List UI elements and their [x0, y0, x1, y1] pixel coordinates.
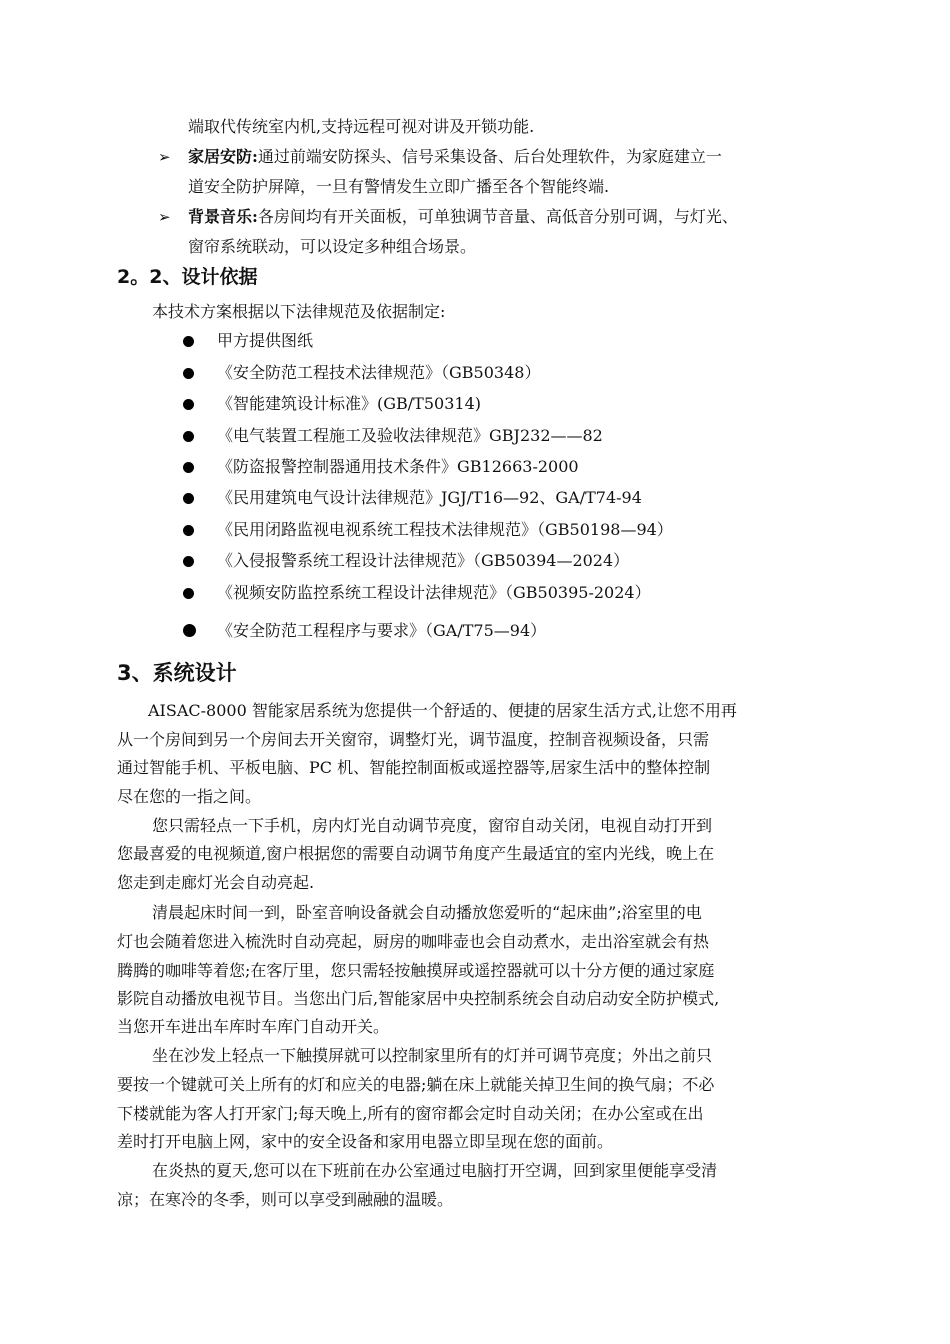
list-item: 《入侵报警系统工程设计法律规范》（GB50394—2024）	[217, 551, 630, 570]
paragraph-line: 要按一个键就可关上所有的灯和应关的电器;躺在床上就能关掉卫生间的换气扇；不必	[117, 1075, 715, 1094]
paragraph-line: 坐在沙发上轻点一下触摸屏就可以控制家里所有的灯并可调节亮度；外出之前只	[152, 1046, 713, 1065]
bullet-icon	[183, 399, 194, 410]
list-item: 甲方提供图纸	[217, 331, 314, 350]
list-item: 《民用建筑电气设计法律规范》JGJ/T16—92、GA/T74-94	[217, 488, 642, 507]
security-text-2: 道安全防护屏障，一旦有警情发生立即广播至各个智能终端.	[188, 177, 610, 196]
paragraph-line: 下楼就能为客人打开家门;每天晚上,所有的窗帘都会定时自动关闭；在办公室或在出	[117, 1104, 704, 1123]
list-item: 《安全防范工程程序与要求》（GA/T75—94）	[217, 621, 547, 640]
bullet-icon	[183, 462, 194, 473]
paragraph-line: 您走到走廊灯光会自动亮起.	[117, 873, 315, 892]
security-item	[188, 146, 722, 168]
paragraph-line: 尽在您的一指之间。	[117, 787, 262, 806]
bullet-icon	[183, 525, 194, 536]
list-item: 《视频安防监控系统工程设计法律规范》（GB50395-2024）	[217, 583, 651, 602]
list-item: 《防盗报警控制器通用技术条件》GB12663-2000	[217, 457, 579, 476]
paragraph-line: 从一个房间到另一个房间去开关窗帘，调整灯光，调节温度，控制音视频设备，只需	[117, 730, 710, 749]
arrow-bullet-icon: ➢	[158, 148, 171, 166]
paragraph-line: 通过智能手机、平板电脑、PC 机、智能控制面板或遥控器等,居家生活中的整体控制	[117, 758, 711, 777]
bullet-icon	[183, 368, 194, 379]
paragraph-line: 您只需轻点一下手机，房内灯光自动调节亮度，窗帘自动关闭，电视自动打开到	[152, 816, 713, 835]
music-label: 背景音乐:	[188, 207, 258, 226]
security-label: 家居安防:	[188, 147, 258, 166]
music-item	[188, 206, 738, 228]
bullet-icon	[183, 493, 194, 504]
music-text-1: 各房间均有开关面板，可单独调节音量、高低音分别可调，与灯光、	[257, 207, 738, 226]
section-intro: 本技术方案根据以下法律规范及依据制定:	[152, 302, 446, 321]
paragraph-line: 当您开车进出车库时车库门自动开关。	[117, 1017, 390, 1036]
paragraph-line: 影院自动播放电视节目。当您出门后,智能家居中央控制系统会自动启动安全防护模式,	[117, 989, 720, 1008]
paragraph-line: 您最喜爱的电视频道,窗户根据您的需要自动调节角度产生最适宜的室内光线，晚上在	[117, 844, 715, 863]
paragraph-line: AISAC-8000 智能家居系统为您提供一个舒适的、便捷的居家生活方式,让您不用再	[148, 701, 737, 720]
section-heading-3: 3、系统设计	[117, 661, 237, 685]
bullet-icon	[183, 336, 194, 347]
paragraph-line: 凉；在寒冷的冬季，则可以享受到融融的温暖。	[117, 1190, 454, 1209]
paragraph-line: 腾腾的咖啡等着您;在客厅里，您只需轻按触摸屏或遥控器就可以十分方便的通过家庭	[117, 961, 715, 980]
arrow-bullet-icon: ➢	[158, 208, 171, 226]
bullet-icon	[183, 588, 194, 599]
list-continuation-text: 端取代传统室内机,支持远程可视对讲及开锁功能.	[188, 117, 535, 136]
paragraph-line: 清晨起床时间一到，卧室音响设备就会自动播放您爱听的“起床曲”;浴室里的电	[152, 903, 702, 922]
list-item: 《电气装置工程施工及验收法律规范》GBJ232——82	[217, 426, 603, 445]
bullet-icon	[183, 431, 194, 442]
bullet-icon	[183, 556, 194, 567]
music-text-2: 窗帘系统联动，可以设定多种组合场景。	[188, 237, 477, 256]
list-item: 《安全防范工程技术法律规范》（GB50348）	[217, 363, 541, 382]
section-heading-2-2: 2。2、设计依据	[117, 266, 258, 288]
paragraph-line: 在炎热的夏天,您可以在下班前在办公室通过电脑打开空调，回到家里便能享受清	[152, 1161, 718, 1180]
bullet-icon	[183, 624, 196, 637]
paragraph-line: 差时打开电脑上网，家中的安全设备和家用电器立即呈现在您的面前。	[117, 1132, 614, 1151]
list-item: 《民用闭路监视电视系统工程技术法律规范》（GB50198—94）	[217, 520, 673, 539]
list-item: 《智能建筑设计标准》(GB/T50314)	[217, 394, 481, 413]
security-text-1: 通过前端安防探头、信号采集设备、后台处理软件，为家庭建立一	[257, 147, 722, 166]
paragraph-line: 灯也会随着您进入梳洗时自动亮起，厨房的咖啡壶也会自动煮水，走出浴室就会有热	[117, 932, 710, 951]
